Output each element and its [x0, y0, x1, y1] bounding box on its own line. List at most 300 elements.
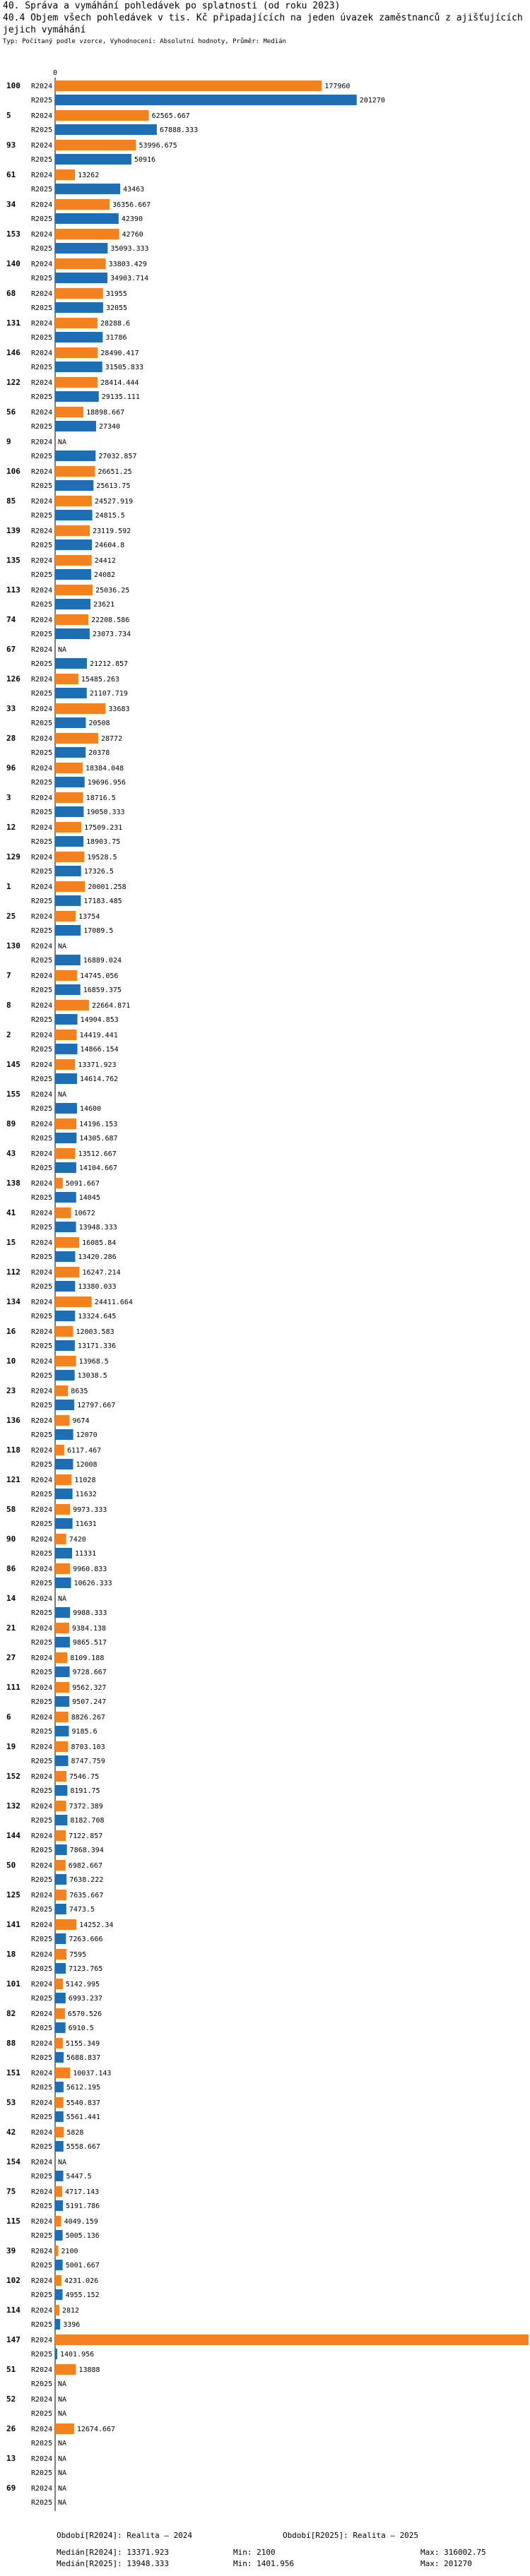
group-label: 26 [6, 2424, 16, 2433]
group-label: 139 [6, 526, 20, 535]
bar-r2025 [55, 1607, 70, 1618]
group-label: 82 [6, 2009, 16, 2018]
value-label: 9674 [72, 1417, 90, 1425]
bar-r2024 [55, 1741, 68, 1752]
group-label: 100 [6, 81, 20, 90]
bar-r2025 [55, 302, 103, 313]
group-label: 5 [6, 111, 11, 120]
series-label: R2025 [31, 1491, 53, 1498]
value-label: 50916 [134, 156, 156, 164]
bar-r2024 [55, 347, 98, 358]
group-label: 125 [6, 1890, 20, 1900]
series-label: R2025 [31, 1135, 53, 1143]
value-label: 18716.5 [86, 794, 116, 802]
group-label: 90 [6, 1534, 16, 1544]
bar-r2024 [55, 1563, 70, 1574]
value-label: 31786 [105, 334, 127, 342]
value-label: 5005.136 [65, 2232, 100, 2240]
na-label: NA [58, 2159, 67, 2166]
value-label: 28288.6 [100, 320, 131, 328]
series-label: R2024 [31, 646, 53, 654]
bar-r2024 [55, 110, 149, 121]
value-label: 7868.394 [69, 1847, 104, 1854]
value-label: 177960 [324, 83, 351, 90]
bar-r2025 [55, 124, 157, 135]
value-label: 21107.719 [89, 690, 128, 698]
bar-r2024 [55, 703, 105, 714]
value-label: 23119.592 [93, 527, 131, 535]
bar-r2024 [55, 1949, 66, 1960]
bar-r2024 [55, 822, 81, 833]
series-label: R2024 [31, 2040, 53, 2048]
value-label: 19528.5 [87, 854, 117, 861]
series-label: R2024 [31, 1951, 53, 1959]
group-label: 69 [6, 2483, 16, 2493]
series-label: R2025 [31, 2291, 53, 2299]
group-label: 85 [6, 496, 16, 506]
value-label: 9185.6 [71, 1728, 98, 1736]
series-label: R2025 [31, 1283, 53, 1291]
series-label: R2024 [31, 824, 53, 832]
series-label: R2024 [31, 2277, 53, 2285]
group-label: 145 [6, 1060, 20, 1069]
bar-r2025 [55, 2319, 60, 2330]
bar-r2025 [55, 1696, 69, 1707]
series-label: R2024 [31, 231, 53, 239]
bar-r2025 [55, 2171, 64, 2181]
value-label: 7546.75 [69, 1773, 100, 1781]
bar-r2025 [55, 1993, 66, 2003]
series-label: R2025 [31, 2351, 53, 2359]
series-label: R2025 [31, 1936, 53, 1943]
na-label: NA [58, 2499, 67, 2507]
series-label: R2025 [31, 631, 53, 638]
value-label: 5612.195 [66, 2084, 101, 2092]
series-label: R2025 [31, 156, 53, 164]
value-label: 24412 [94, 557, 116, 565]
value-label: 12070 [76, 1431, 98, 1439]
series-label: R2024 [31, 1210, 53, 1217]
series-label: R2024 [31, 1032, 53, 1039]
value-label: 34903.714 [110, 275, 149, 282]
series-label: R2025 [31, 720, 53, 727]
value-label: 5447.5 [66, 2173, 92, 2181]
value-label: 24411.664 [94, 1299, 133, 1306]
series-label: R2025 [31, 660, 53, 668]
value-label: 19696.956 [87, 779, 126, 787]
value-label: 13512.667 [78, 1150, 117, 1158]
series-label: R2025 [31, 779, 53, 787]
series-label: R2025 [31, 1164, 53, 1172]
bar-r2024 [55, 1979, 63, 1989]
series-label: R2025 [31, 1520, 53, 1528]
series-label: R2024 [31, 112, 53, 120]
bar-r2025 [55, 510, 93, 520]
series-label: R2025 [31, 1046, 53, 1054]
value-label: 15485.263 [81, 676, 120, 684]
group-label: 86 [6, 1564, 16, 1573]
group-label: 113 [6, 585, 20, 595]
value-label: 14196.153 [79, 1121, 118, 1128]
series-label: R2024 [31, 2159, 53, 2166]
series-label: R2025 [31, 957, 53, 965]
value-label: 25036.25 [95, 587, 130, 595]
bar-r2024 [55, 2097, 64, 2108]
series-label: R2025 [31, 1876, 53, 1884]
series-label: R2024 [31, 1417, 53, 1425]
group-label: 96 [6, 763, 16, 773]
group-label: 43 [6, 1149, 16, 1158]
bar-r2024 [55, 1830, 66, 1841]
series-label: R2024 [31, 913, 53, 921]
bar-r2025 [55, 332, 102, 342]
series-label: R2025 [31, 1402, 53, 1409]
bar-r2024 [55, 1623, 69, 1633]
value-label: 13262 [78, 172, 100, 179]
bar-r2025 [55, 806, 83, 817]
bar-r2025 [55, 688, 87, 698]
bar-r2025 [55, 658, 87, 669]
group-label: 3 [6, 793, 11, 802]
bar-r2024 [55, 2008, 65, 2019]
value-label: 24604.8 [95, 542, 125, 549]
series-label: R2025 [31, 1580, 53, 1587]
bar-r2024 [55, 1237, 79, 1248]
value-label: 12674.667 [76, 2426, 116, 2433]
bar-r2024 [55, 1504, 70, 1515]
value-label: 13324.645 [78, 1313, 117, 1320]
group-label: 50 [6, 1861, 16, 1870]
bar-r2024 [55, 2305, 59, 2315]
series-label: R2025 [31, 927, 53, 935]
value-label: 14252.34 [79, 1921, 114, 1929]
series-label: R2024 [31, 1773, 53, 1781]
group-label: 101 [6, 1979, 20, 1988]
value-label: 22664.871 [92, 1002, 131, 1010]
median-2024: Medián[R2024]: 13371.923 [57, 2548, 169, 2557]
group-label: 75 [6, 2187, 16, 2196]
series-label: R2025 [31, 2321, 53, 2329]
series-label: R2025 [31, 1431, 53, 1439]
value-label: 8182.708 [70, 1817, 105, 1825]
value-label: 24815.5 [95, 512, 125, 520]
series-label: R2024 [31, 2396, 53, 2404]
na-label: NA [58, 2380, 67, 2388]
bar-r2025 [55, 628, 90, 639]
value-label: 11331 [75, 1550, 97, 1558]
series-label: R2025 [31, 1461, 53, 1469]
group-label: 152 [6, 1772, 20, 1781]
value-label: 13754 [78, 913, 100, 921]
series-label: R2025 [31, 1253, 53, 1261]
value-label: 10037.143 [73, 2070, 112, 2077]
series-label: R2024 [31, 2218, 53, 2226]
value-label: 12003.583 [76, 1328, 114, 1336]
bar-r2024 [55, 377, 98, 388]
value-label: 201270 [359, 97, 385, 105]
series-label: R2024 [31, 350, 53, 357]
group-label: 12 [6, 823, 16, 832]
bar-r2025 [55, 1489, 73, 1499]
value-label: 8703.103 [71, 1743, 105, 1751]
chart-note: Typ: Počítaný podle vzorce, Vyhodnocení: Absolutní hodnoty, Průměr: Medián [3, 38, 286, 45]
value-label: 14614.762 [79, 1075, 119, 1083]
group-label: 115 [6, 2217, 20, 2226]
series-label: R2024 [31, 320, 53, 328]
series-label: R2025 [31, 690, 53, 698]
group-label: 132 [6, 1801, 20, 1811]
bar-r2025 [55, 480, 93, 491]
bar-r2024 [55, 407, 83, 417]
bar-r2024 [55, 1119, 76, 1129]
value-label: 20001.258 [88, 883, 126, 891]
bar-r2025 [55, 539, 92, 550]
na-label: NA [58, 2469, 67, 2477]
series-label: R2024 [31, 527, 53, 535]
value-label: 5561.441 [66, 2113, 100, 2121]
value-label: 12797.667 [77, 1402, 116, 1409]
series-label: R2025 [31, 97, 53, 105]
bar-r2025 [55, 777, 85, 787]
value-label: 9384.138 [71, 1625, 107, 1633]
series-label: R2025 [31, 1847, 53, 1854]
bar-r2025 [55, 2111, 64, 2122]
series-label: R2025 [31, 2202, 53, 2210]
value-label: 20508 [88, 720, 110, 727]
bar-r2024 [55, 496, 92, 506]
series-label: R2024 [31, 439, 53, 446]
series-label: R2024 [31, 83, 53, 90]
group-label: 121 [6, 1475, 20, 1484]
series-label: R2025 [31, 304, 53, 312]
value-label: 7372.389 [69, 1803, 103, 1811]
group-label: 151 [6, 2068, 20, 2077]
value-label: 3396 [63, 2321, 81, 2329]
value-label: 10672 [73, 1210, 95, 1217]
bar-r2025 [55, 391, 99, 402]
na-label: NA [58, 439, 67, 446]
bar-r2024 [55, 1445, 64, 1455]
group-label: 122 [6, 378, 20, 387]
series-label: R2025 [31, 1669, 53, 1676]
bar-r2025 [55, 1133, 76, 1143]
series-label: R2025 [31, 2084, 53, 2092]
series-label: R2024 [31, 557, 53, 565]
bar-r2025 [55, 836, 83, 847]
series-label: R2025 [31, 186, 53, 193]
value-label: 13038.5 [77, 1372, 107, 1380]
bar-r2024 [55, 2275, 61, 2286]
bar-r2024 [55, 2423, 74, 2434]
series-label: R2025 [31, 749, 53, 757]
group-label: 28 [6, 734, 16, 743]
value-label: 7595 [69, 1951, 87, 1959]
bar-r2025 [55, 925, 81, 936]
series-label: R2024 [31, 409, 53, 417]
bar-r2025 [55, 569, 91, 580]
bar-r2024 [55, 1059, 75, 1070]
value-label: 6993.237 [68, 1995, 102, 2003]
bar-r2024 [55, 258, 106, 269]
value-label: 19050.333 [86, 809, 125, 816]
series-label: R2025 [31, 1313, 53, 1320]
series-label: R2024 [31, 735, 53, 743]
value-label: 4231.026 [64, 2277, 99, 2285]
series-label: R2025 [31, 1194, 53, 1202]
series-label: R2024 [31, 2010, 53, 2018]
bar-r2025 [55, 1400, 74, 1410]
value-label: 13171.336 [77, 1342, 117, 1350]
series-label: R2024 [31, 794, 53, 802]
series-label: R2025 [31, 126, 53, 134]
bar-r2025 [55, 717, 86, 728]
bar-r2025 [55, 1666, 70, 1677]
series-label: R2025 [31, 334, 53, 342]
group-label: 102 [6, 2276, 20, 2285]
value-label: 31955 [105, 290, 127, 298]
value-label: 33683 [108, 705, 130, 713]
series-label: R2024 [31, 1239, 53, 1247]
bar-r2024 [55, 585, 93, 595]
group-label: 15 [6, 1238, 16, 1247]
series-label: R2025 [31, 2025, 53, 2032]
series-label: R2024 [31, 1921, 53, 1929]
series-label: R2025 [31, 542, 53, 549]
series-label: R2025 [31, 601, 53, 609]
value-label: 17089.5 [83, 927, 114, 935]
series-label: R2024 [31, 1536, 53, 1544]
bar-r2024 [55, 911, 76, 922]
bar-r2025 [55, 1222, 76, 1232]
series-label: R2025 [31, 423, 53, 431]
bar-r2024 [55, 288, 103, 299]
bar-r2025 [55, 362, 102, 372]
value-label: 27340 [98, 423, 121, 431]
bar-r2024 [55, 318, 98, 328]
bar-r2024 [55, 1326, 73, 1337]
value-label: 7420 [69, 1536, 86, 1544]
bar-r2024 [55, 525, 90, 536]
bar-r2024 [55, 792, 83, 803]
bar-r2025 [55, 1844, 67, 1855]
series-label: R2025 [31, 275, 53, 282]
bar-r2024 [55, 1890, 66, 1900]
na-label: NA [58, 1595, 67, 1603]
value-label: 33803.429 [108, 261, 147, 268]
bar-r2024 [55, 1534, 66, 1544]
series-label: R2025 [31, 2054, 53, 2062]
group-label: 14 [6, 1594, 16, 1603]
value-label: 5191.786 [66, 2202, 100, 2210]
bar-r2025 [55, 154, 131, 165]
bar-r2025 [55, 1904, 66, 1914]
series-label: R2025 [31, 2469, 53, 2477]
bar-r2025 [55, 243, 107, 254]
bar-r2024 [55, 1801, 66, 1811]
median-2025: Medián[R2025]: 13948.333 [57, 2559, 169, 2568]
value-label: 7635.667 [69, 1892, 104, 1900]
max-2025: Max: 201270 [420, 2559, 472, 2568]
series-label: R2025 [31, 2262, 53, 2270]
value-label: 7263.666 [69, 1936, 103, 1943]
group-label: 56 [6, 407, 16, 417]
value-label: 13380.033 [78, 1283, 117, 1291]
bar-r2025 [55, 1192, 76, 1203]
bar-r2024 [55, 466, 95, 477]
series-label: R2024 [31, 1714, 53, 1722]
bar-r2025 [55, 1815, 67, 1825]
value-label: 5688.837 [66, 2054, 101, 2062]
series-label: R2025 [31, 1728, 53, 1736]
bar-r2024 [55, 2246, 58, 2256]
series-label: R2025 [31, 482, 53, 490]
bar-r2025 [55, 895, 81, 906]
na-label: NA [58, 943, 67, 950]
bar-r2025 [55, 747, 86, 758]
legend-2024: Období[R2024]: Realita – 2024 [57, 2531, 193, 2540]
group-label: 155 [6, 1090, 20, 1099]
value-label: 18903.75 [86, 838, 121, 846]
bar-r2025 [55, 1785, 67, 1796]
max-2024: Max: 316002.75 [420, 2548, 486, 2557]
series-label: R2024 [31, 765, 53, 773]
value-label: 5828 [66, 2129, 84, 2137]
group-label: 16 [6, 1327, 16, 1336]
bar-r2024 [55, 1356, 76, 1366]
value-label: 14305.687 [79, 1135, 118, 1143]
series-label: R2025 [31, 2380, 53, 2388]
group-label: 130 [6, 941, 20, 950]
group-label: 18 [6, 1950, 16, 1959]
series-label: R2024 [31, 1862, 53, 1870]
bar-r2025 [55, 1429, 73, 1440]
series-label: R2024 [31, 1388, 53, 1395]
group-label: 21 [6, 1623, 16, 1633]
bar-r2024 [55, 555, 92, 566]
bar-r2025 [55, 2230, 63, 2241]
bar-r2025 [55, 1162, 76, 1173]
value-label: 24082 [94, 571, 116, 579]
group-label: 61 [6, 170, 16, 179]
series-label: R2025 [31, 1550, 53, 1558]
group-label: 89 [6, 1119, 16, 1128]
bar-r2024 [55, 1208, 71, 1218]
x-tick-label: 0 [53, 69, 58, 77]
group-label: 25 [6, 912, 16, 921]
series-label: R2024 [31, 2426, 53, 2433]
bar-r2025 [55, 1518, 73, 1529]
bar-r2024 [55, 852, 84, 862]
legend-2025: Období[R2025]: Realita – 2025 [283, 2531, 419, 2540]
series-label: R2024 [31, 1832, 53, 1840]
series-label: R2025 [31, 1995, 53, 2003]
series-label: R2024 [31, 1892, 53, 1900]
group-label: 52 [6, 2395, 16, 2404]
series-label: R2025 [31, 1965, 53, 1973]
value-label: 6117.467 [66, 1447, 102, 1455]
value-label: 29135.111 [101, 393, 140, 401]
series-label: R2025 [31, 245, 53, 253]
series-label: R2025 [31, 1758, 53, 1765]
group-label: 88 [6, 2039, 16, 2048]
series-label: R2024 [31, 468, 53, 476]
bar-r2024 [55, 1652, 67, 1663]
group-label: 6 [6, 1712, 11, 1722]
value-label: 13888 [78, 2366, 100, 2374]
bar-r2024 [55, 733, 98, 744]
value-label: 9728.667 [72, 1669, 107, 1676]
series-label: R2025 [31, 571, 53, 579]
